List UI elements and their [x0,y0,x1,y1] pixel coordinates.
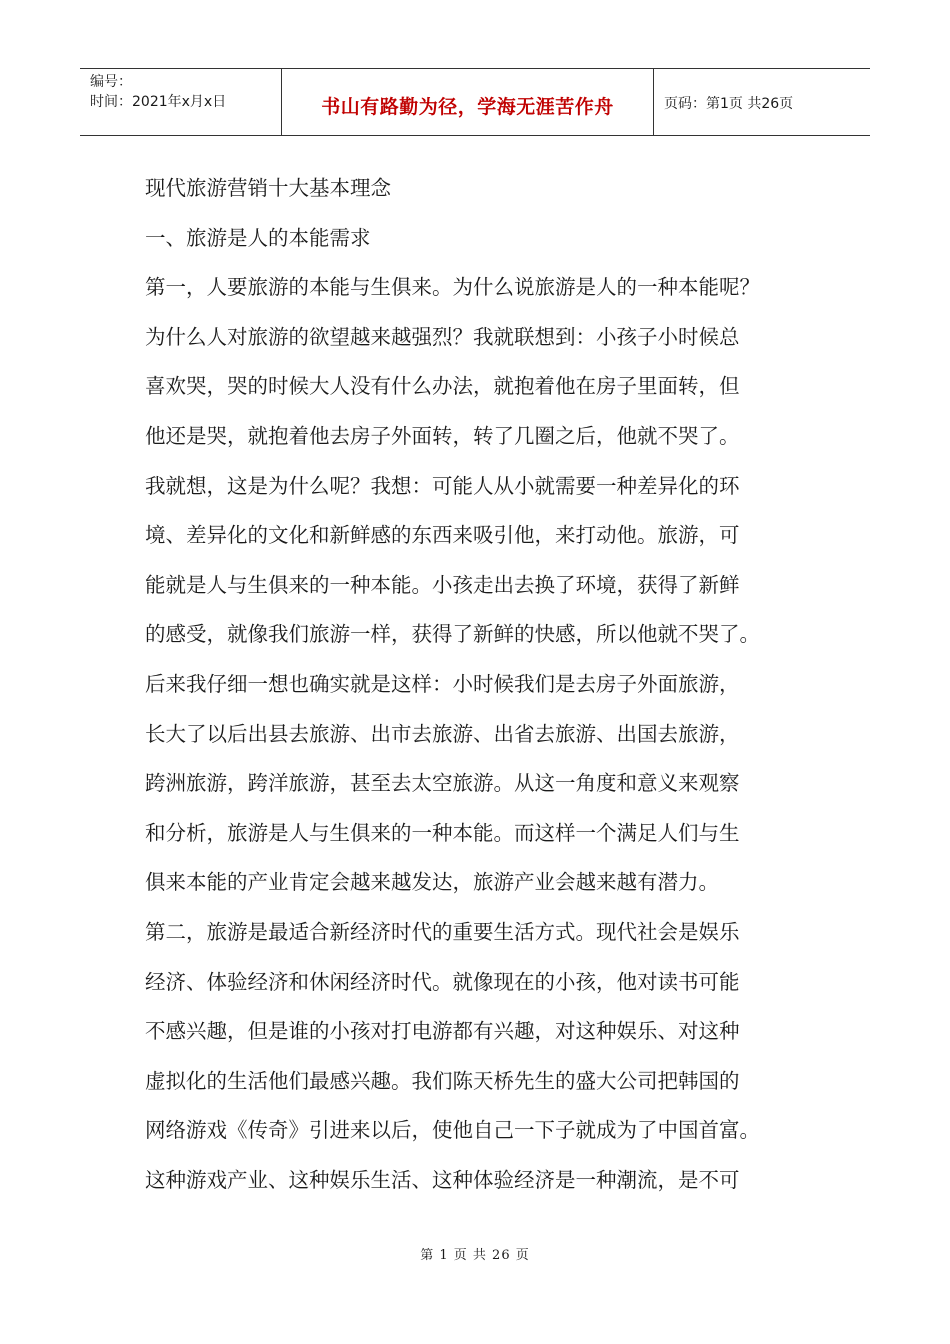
document-number-label: 编号： [90,74,132,90]
body-line: 他还是哭，就抱着他去房子外面转，转了几圈之后，他就不哭了。 [145,423,740,448]
body-line: 虚拟化的生活他们最感兴趣。我们陈天桥先生的盛大公司把韩国的 [145,1068,740,1093]
body-line: 这种游戏产业、这种娱乐生活、这种体验经济是一种潮流，是不可 [145,1167,740,1192]
header-page-cell [654,69,870,135]
body-line: 网络游戏《传奇》引进来以后，使他自己一下子就成为了中国首富。 [145,1118,760,1143]
body-line: 跨洲旅游，跨洋旅游，甚至去太空旅游。从这一角度和意义来观察 [145,771,740,796]
document-body [145,164,815,1205]
body-line: 长大了以后出县去旅游、出市去旅游、出省去旅游、出国去旅游， [145,721,740,746]
body-line: 俱来本能的产业肯定会越来越发达，旅游产业会越来越有潜力。 [145,870,719,895]
body-line: 后来我仔细一想也确实就是这样：小时候我们是去房子外面旅游， [145,671,740,696]
body-line: 能就是人与生俱来的一种本能。小孩走出去换了环境，获得了新鲜 [145,572,740,597]
page-header [80,68,870,136]
body-line: 境、差异化的文化和新鲜感的东西来吸引他，来打动他。旅游，可 [145,523,740,548]
document-title: 现代旅游营销十大基本理念 [145,176,391,200]
body-line: 我就想，这是为什么呢？我想：可能人从小就需要一种差异化的环 [145,473,740,498]
body-line: 不感兴趣，但是谁的小孩对打电游都有兴趣，对这种娱乐、对这种 [145,1019,740,1044]
body-line: 第一，人要旅游的本能与生俱来。为什么说旅游是人的一种本能呢？ [145,275,760,300]
body-line: 为什么人对旅游的欲望越来越强烈？我就联想到：小孩子小时候总 [145,324,740,349]
header-meta-cell [80,69,282,135]
footer-page-number: 第 1 页 共 26 页 [420,1248,530,1263]
header-page-info: 页码：第1页 共26页 [664,96,794,112]
page-footer [0,1244,950,1263]
body-line: 经济、体验经济和休闲经济时代。就像现在的小孩，他对读书可能 [145,969,740,994]
body-line: 喜欢哭，哭的时候大人没有什么办法，就抱着他在房子里面转，但 [145,374,740,399]
body-line: 的感受，就像我们旅游一样，获得了新鲜的快感，所以他就不哭了。 [145,622,760,647]
section-heading: 一、旅游是人的本能需求 [145,225,371,250]
body-line: 和分析，旅游是人与生俱来的一种本能。而这样一个满足人们与生 [145,820,740,845]
body-line: 第二，旅游是最适合新经济时代的重要生活方式。现代社会是娱乐 [145,919,740,944]
header-motto: 书山有路勤为径，学海无涯苦作舟 [321,95,614,118]
header-motto-cell [282,69,654,135]
document-time-label: 时间：2021年x月x日 [90,94,227,110]
